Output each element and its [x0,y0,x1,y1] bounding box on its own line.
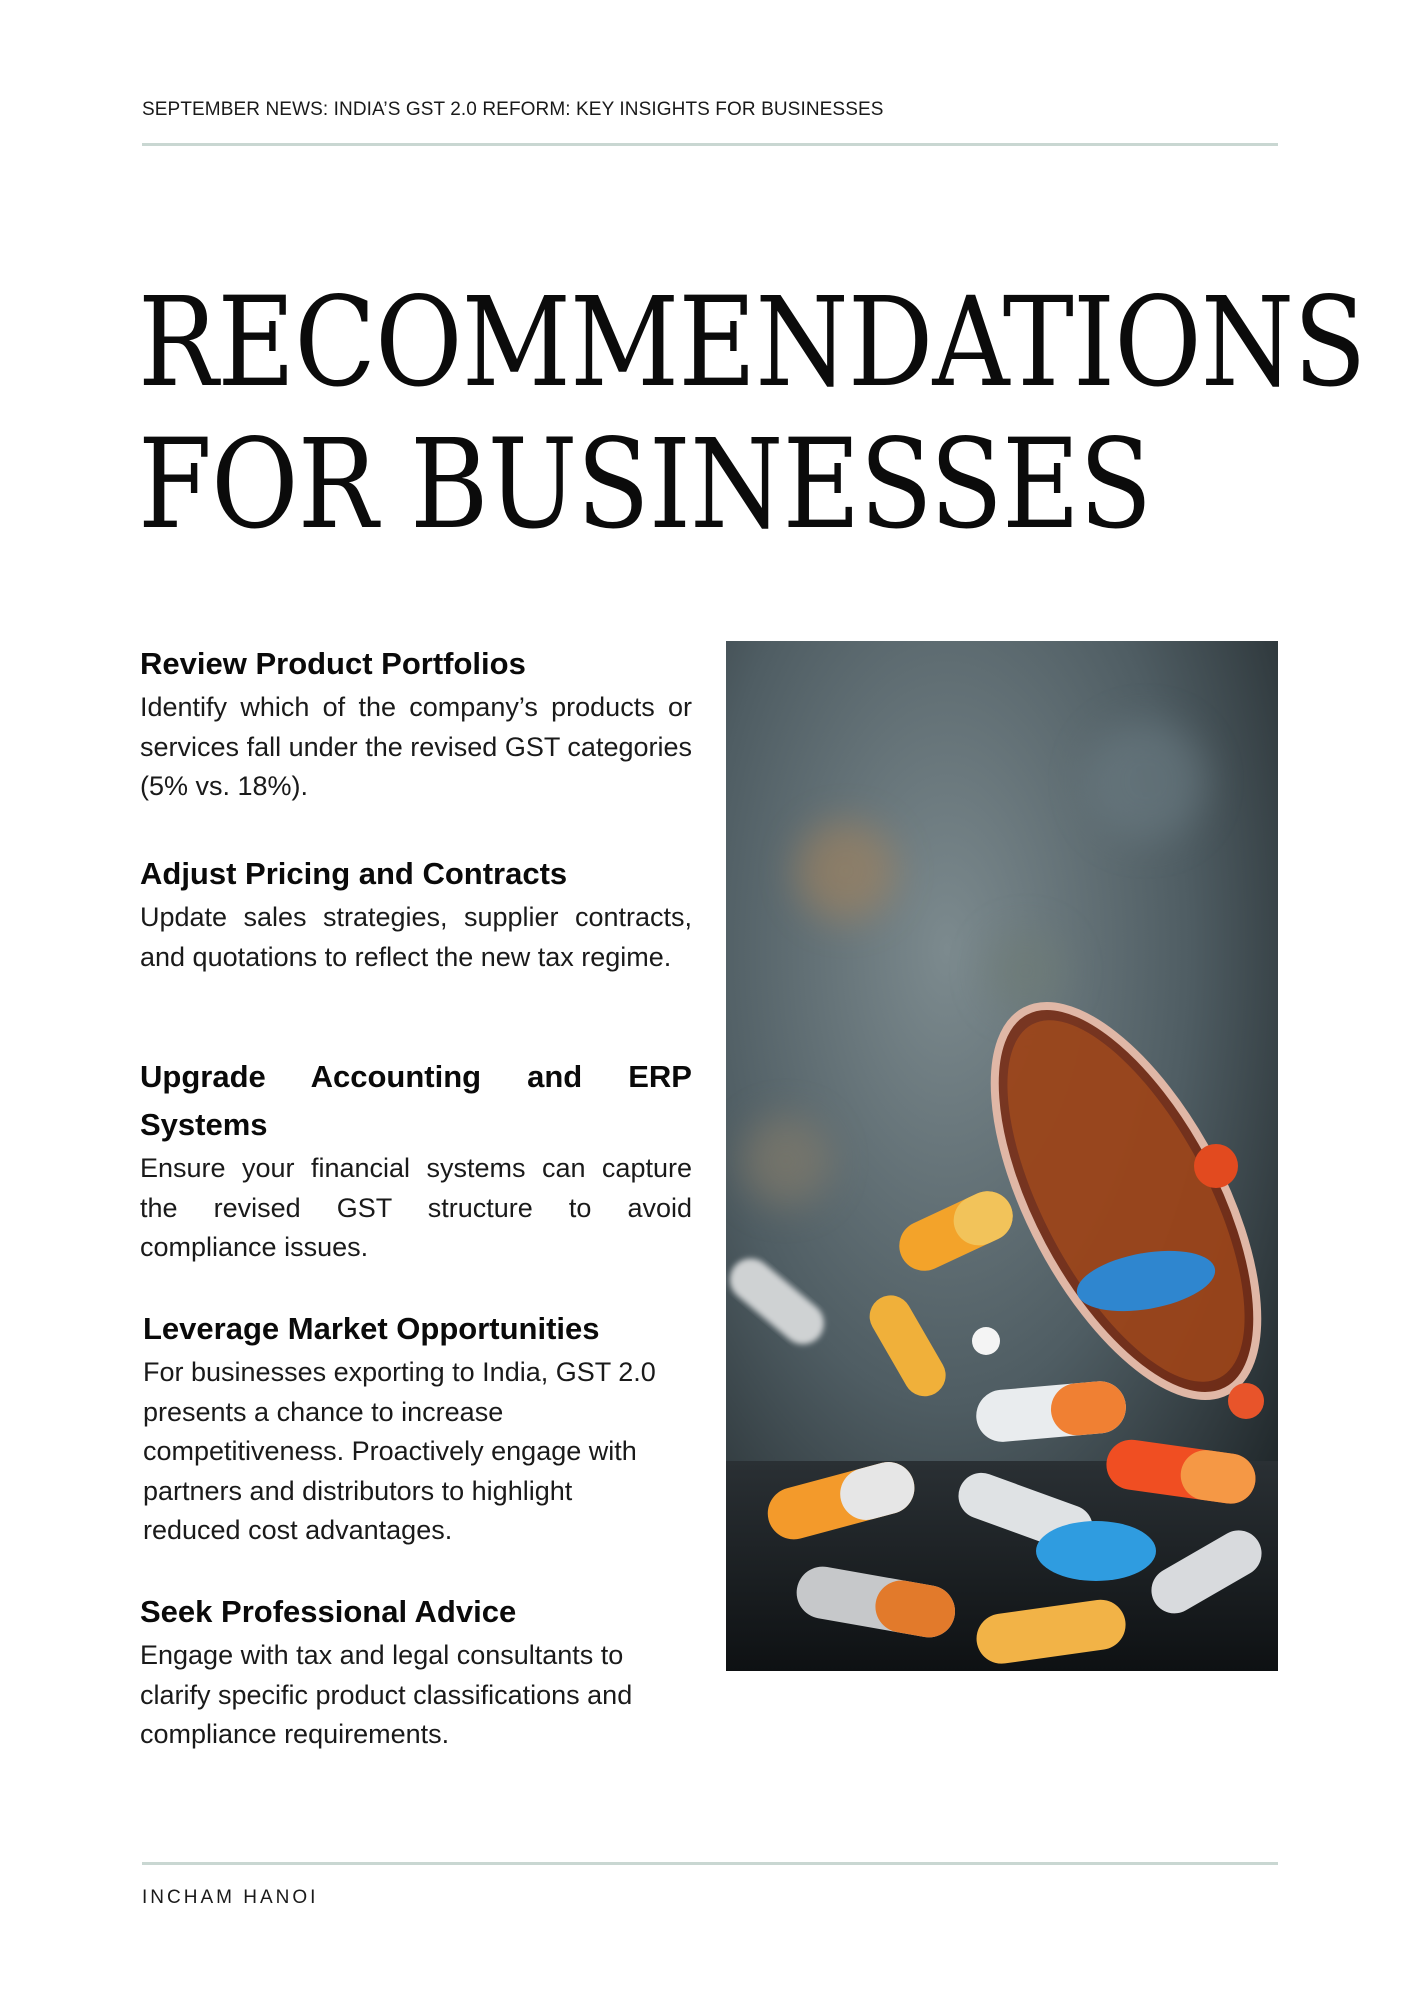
recommendation-heading: Adjust Pricing and Contracts [140,856,568,891]
recommendation-body: Ensure your financial systems can capture the revised GST structure to avoid compliance issues. [140,1153,692,1262]
recommendation-body: For businesses exporting to India, GST 2.0 presents a chance to increase competitiveness. Proactively engage with partners and distributors to highlight reduced cost advantages. [143,1357,656,1545]
header-title: SEPTEMBER NEWS: INDIA’S GST 2.0 REFORM: KEY INSIGHTS FOR BUSINESSES [142,99,884,120]
recommendation-upgrade-systems [140,1053,692,1268]
page-title [138,272,1366,556]
recommendation-body: Identify which of the company’s products or services fall under the revised GST categories (5% vs. 18%). [140,692,692,801]
page-title-line-2: FOR BUSINESSES [138,413,1152,557]
page-title-line-1: RECOMMENDATIONS [138,271,1366,415]
pills-photo-icon [726,641,1278,1671]
recommendation-adjust-pricing [140,850,692,977]
recommendation-review-portfolios [140,640,692,807]
header-divider [142,143,1278,146]
recommendation-body: Update sales strategies, supplier contracts, and quotations to reflect the new tax regime. [140,902,692,972]
recommendation-heading: Review Product Portfolios [140,646,526,681]
recommendation-body: Engage with tax and legal consultants to clarify specific product classifications and compliance requirements. [140,1640,633,1749]
recommendation-market-opportunities [143,1305,695,1551]
recommendation-heading: Leverage Market Opportunities [143,1311,600,1346]
footer-org-name: INCHAM HANOI [142,1887,319,1908]
recommendation-professional-advice [140,1588,692,1755]
recommendation-heading: Upgrade Accounting and ERP Systems [140,1059,692,1142]
recommendation-heading: Seek Professional Advice [140,1594,517,1629]
footer-divider [142,1862,1278,1865]
